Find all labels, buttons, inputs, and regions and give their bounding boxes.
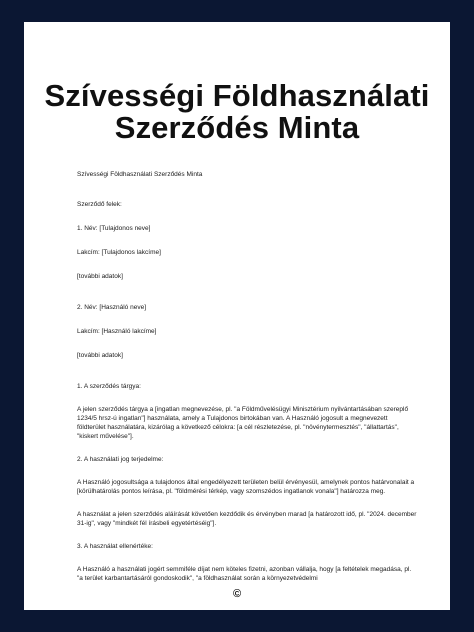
section2-text1: A Használó jogosultsága a tulajdonos által engedélyezett területen belül érvényesül, amelynek pontos határvonalait a [körülhatárolás pontos leírása, pl. "földmérési térkép, vagy szomszédos ingatlanok vonala"] határozza meg. (77, 479, 415, 495)
document-content (77, 170, 417, 583)
document-title-line1: Szívességi Földhasználati (44, 78, 430, 113)
document-page (24, 22, 450, 610)
party2-name: 2. Név: [Használó neve] (77, 304, 147, 311)
section1-heading: 1. A szerződés tárgya: (77, 383, 141, 390)
copyright-icon: © (232, 588, 242, 600)
section2-heading: 2. A használati jog terjedelme: (77, 456, 164, 463)
section3-text: A Használó a használati jogért semmiféle díjat nem köteles fizetni, azonban vállalja, hogy [a feltételek megadása, pl. "a terület karbantartásáról gondoskodik", "a földhasználat során a környezetvédelmi (77, 566, 412, 582)
party2-address: Lakcím: [Használó lakcíme] (77, 328, 157, 335)
section2-text2: A használat a jelen szerződés aláírását követően kezdődik és érvényben marad [a határozott idő, pl. "2024. december 31-ig", vagy "mindkét fél írásbeli egyetértéséig"]. (77, 511, 417, 527)
party1-address: Lakcím: [Tulajdonos lakcíme] (77, 249, 161, 256)
party2-more: [további adatok] (77, 352, 123, 359)
section3-heading: 3. A használat ellenértéke: (77, 543, 153, 550)
document-title (24, 80, 450, 144)
parties-label: Szerződő felek: (77, 201, 122, 208)
party1-name: 1. Név: [Tulajdonos neve] (77, 225, 151, 232)
party1-more: [további adatok] (77, 273, 123, 280)
doc-heading: Szívességi Földhasználati Szerződés Minta (77, 171, 203, 178)
document-title-line2: Szerződés Minta (114, 110, 360, 145)
section1-text: A jelen szerződés tárgya a [ingatlan megnevezése, pl. "a Földművelésügyi Minisztérium nyilvántartásában szereplő 1234/5 hrsz-ú ingatlan"] használata, amely a Tulajdonos birtokában van. A Használó jogosult a megnevezett földterület használatára, kizárólag a következő célokra: [a cél részletezése, pl. "növénytermesztés", "állattartás", "kiskert művelése"]. (77, 406, 409, 440)
